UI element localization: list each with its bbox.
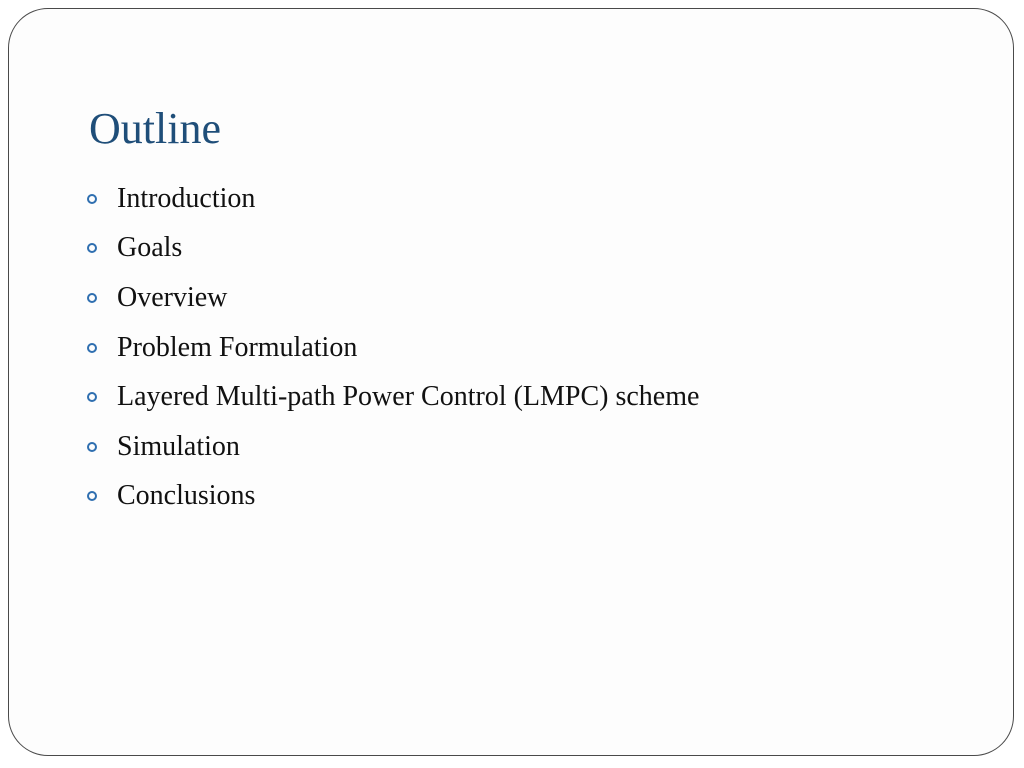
list-item <box>87 174 699 224</box>
ring-bullet-icon <box>87 194 97 204</box>
list-item <box>87 273 699 323</box>
list-item-label: Layered Multi-path Power Control (LMPC) scheme <box>117 381 700 413</box>
list-item-label: Overview <box>117 281 228 313</box>
outline-list <box>87 174 699 521</box>
list-item-label: Goals <box>117 232 183 264</box>
ring-bullet-icon <box>87 491 97 501</box>
slide-title: Outline <box>89 104 221 153</box>
ring-bullet-icon <box>87 293 97 303</box>
list-item <box>87 422 699 472</box>
ring-bullet-icon <box>87 392 97 402</box>
list-item-label: Introduction <box>117 182 256 214</box>
slide-frame <box>8 8 1014 756</box>
list-item <box>87 372 699 422</box>
ring-bullet-icon <box>87 343 97 353</box>
ring-bullet-icon <box>87 442 97 452</box>
list-item-label: Conclusions <box>117 480 256 512</box>
list-item <box>87 472 699 522</box>
list-item-label: Problem Formulation <box>117 331 358 363</box>
list-item <box>87 224 699 274</box>
list-item <box>87 323 699 373</box>
list-item-label: Simulation <box>117 430 240 462</box>
ring-bullet-icon <box>87 243 97 253</box>
